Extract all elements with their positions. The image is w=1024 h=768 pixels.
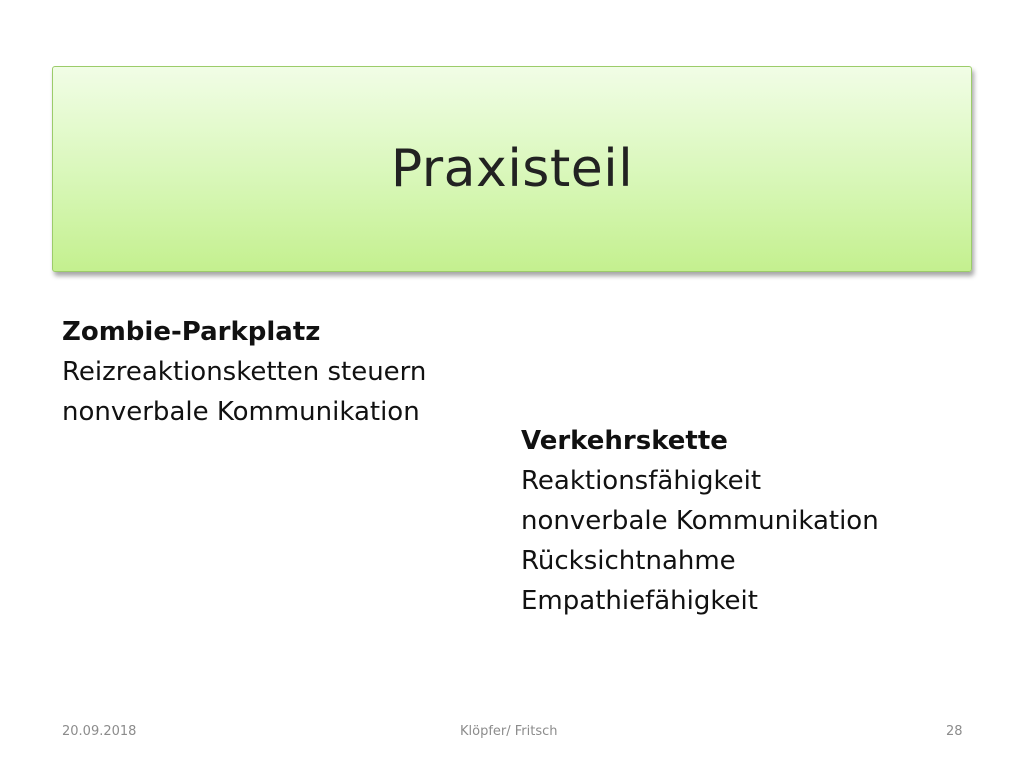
footer-author: Klöpfer/ Fritsch: [460, 724, 558, 739]
block-line: nonverbale Kommunikation: [62, 397, 420, 427]
slide-title-box: [52, 66, 972, 272]
block-line: Empathiefähigkeit: [521, 586, 758, 616]
block-heading: Verkehrskette: [521, 426, 728, 456]
block-line: Rücksichtnahme: [521, 546, 736, 576]
block-line: nonverbale Kommunikation: [521, 506, 879, 536]
block-line: Reizreaktionsketten steuern: [62, 357, 427, 387]
footer-date: 20.09.2018: [62, 724, 137, 739]
block-heading: Zombie-Parkplatz: [62, 317, 321, 347]
content-block-verkehrskette: [521, 421, 879, 621]
block-line: Reaktionsfähigkeit: [521, 466, 762, 496]
footer-page-number: 28: [946, 724, 963, 739]
slide-title: Praxisteil: [390, 139, 634, 199]
content-block-zombie-parkplatz: [62, 312, 426, 432]
